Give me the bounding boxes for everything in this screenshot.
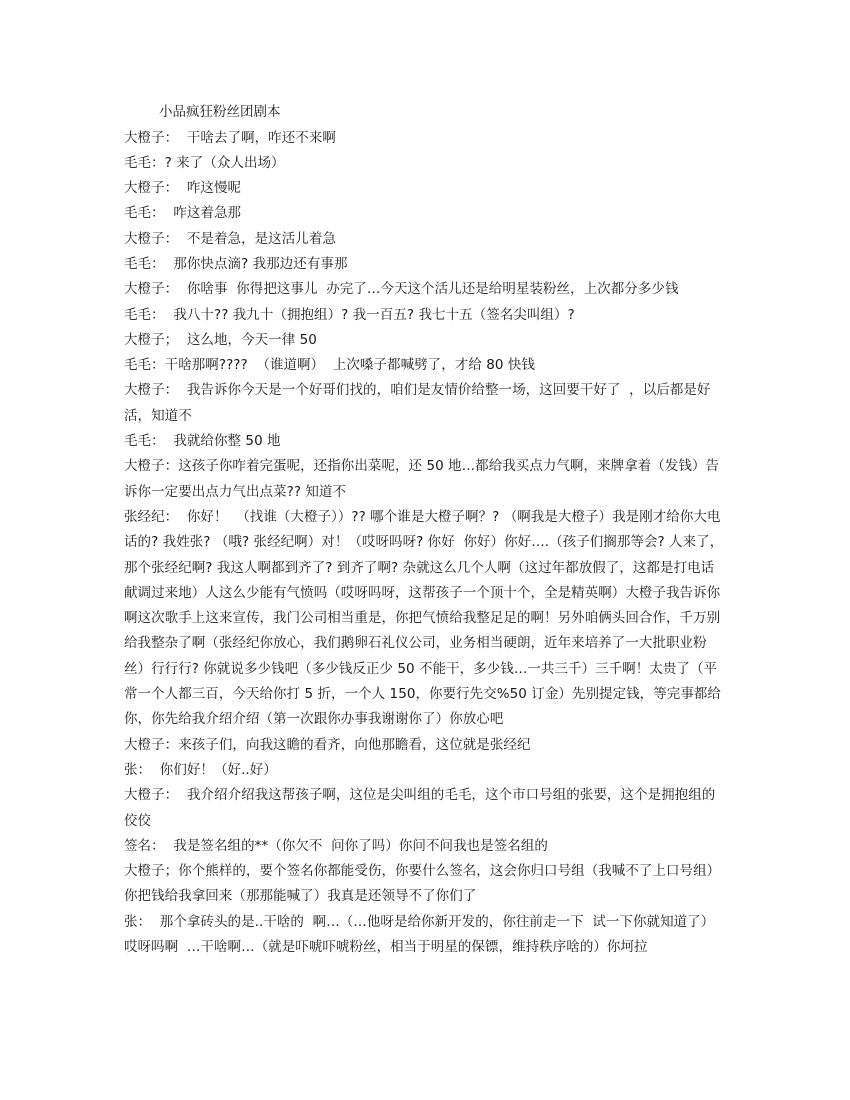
script-line: 大橙子： 干啥去了啊，咋还不来啊 <box>124 129 336 146</box>
script-line: 大橙子： 不是着急，是这活儿着急 <box>124 230 336 247</box>
script-line: 毛毛：干啥那啊???? （谁道啊） 上次嗓子都喊劈了，才给 80 快钱 <box>124 357 535 374</box>
script-line: 大橙子： 你啥事 你得把这事儿 办完了…今天这个活儿还是给明星装粉丝，上次都分多少钱 <box>124 281 679 298</box>
document-page <box>124 100 724 960</box>
script-line: 大橙子： 咋这慢呢 <box>124 180 242 197</box>
script-line: 大橙子：这孩子你咋着完蛋呢，还指你出菜呢，还 50 地…都给我买点力气啊，来牌拿着（发钱）告诉你一定要出点力气出点菜?? 知道不 <box>124 458 720 500</box>
script-line: 张经纪： 你好！ （找谁（大橙子））?? 哪个谁是大橙子啊？? （啊我是大橙子）我是刚才给你大电话的? 我姓张? （哦? 张经纪啊）对！（哎呀吗呀? 你好 你好）你好….（孩子们搁那等会? 人来了，那个张经纪啊? 我这人啊都到齐了? 到齐了啊? 杂就这么几个人啊（这过年都放假了，这都是打电话献调过来地）人这么少能有气愤吗（哎呀吗呀，这帮孩子一个顶十个，全是精英啊）大橙子我告诉你啊这次歌手上这来宣传，我门公司相当重是，你把气愤给我整足足的啊！另外咱俩头回合作，千万别给我整杂了啊（张经纪你放心，我们鹅卵石礼仪公司，业务相当硬朗，近年来培养了一大批职业粉丝）行行行? 你就说多少钱吧（多少钱反正少 50 不能干，多少钱…一共三千）三千啊！太贵了（平常一个人都三百，今天给你打 5 折，一个人 150，你要行先交%50 订金）先别提定钱，等完事都给你，你先给我介绍介绍（第一次跟你办事我谢谢你了）你放心吧 <box>124 508 724 728</box>
script-line: 大橙子：来孩子们，向我这瞻的看齐，向他那瞻看，这位就是张经纪 <box>124 736 531 753</box>
script-line: 毛毛： 我八十?? 我九十（拥抱组）? 我一百五? 我七十五（签名尖叫组）? <box>124 306 575 323</box>
script-line: 签名： 我是签名组的**（你欠不 问你了吗）你问不问我也是签名组的 <box>124 837 548 854</box>
script-line: 张： 那个拿砖头的是..干啥的 啊…（…他呀是给你新开发的，你往前走一下 试一下你就知道了）哎呀吗啊 …干啥啊…（就是吓唬吓唬粉丝，相当于明星的保镖，维持秩序啥的）你坷拉 <box>124 913 715 955</box>
script-line: 张： 你们好！（好..好） <box>124 761 277 778</box>
script-line: 大橙子； 这么地，今天一律 50 <box>124 331 317 348</box>
script-line: 毛毛： 我就给你整 50 地 <box>124 433 281 450</box>
script-line: 大橙子： 我介绍介绍我这帮孩子啊，这位是尖叫组的毛毛，这个市口号组的张要，这个是拥抱组的佼佼 <box>124 787 716 829</box>
script-line: 大橙子： 我告诉你今天是一个好哥们找的，咱们是友情价给整一场，这回要干好了 ，以后都是好活，知道不 <box>124 382 711 424</box>
script-line: 毛毛：? 来了（众人出场） <box>124 154 285 171</box>
script-line: 毛毛： 咋这着急那 <box>124 205 242 222</box>
script-line: 大橙子；你个熊样的，要个签名你都能受伤，你要什么签名，这会你归口号组（我喊不了上口号组）你把钱给我拿回来（那那能喊了）我真是还领导不了你们了 <box>124 863 721 905</box>
script-line: 毛毛： 那你快点滴? 我那边还有事那 <box>124 255 348 272</box>
document-title: 小品疯狂粉丝团剧本 <box>159 104 281 120</box>
